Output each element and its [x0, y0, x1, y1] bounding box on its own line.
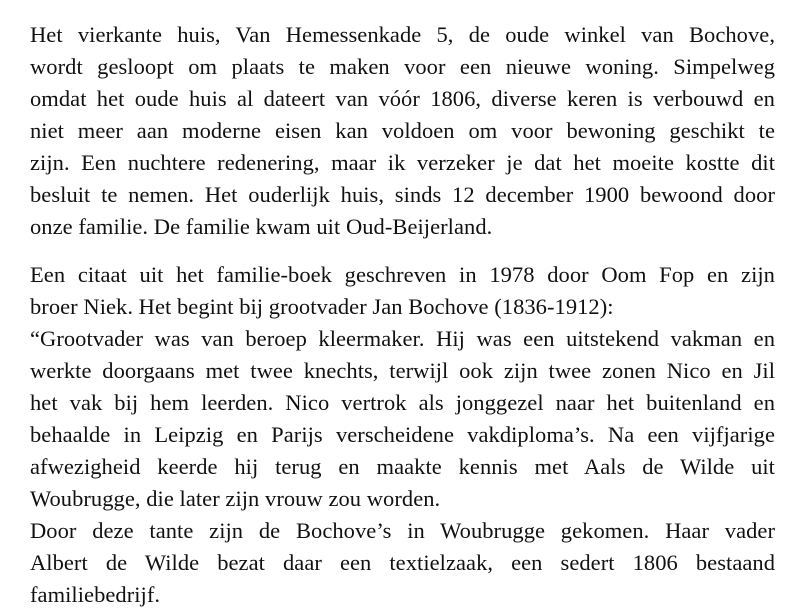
paragraph-2-line-3: “Grootvader was van beroep kleermaker. Hij was een uitstekend vakman en	[30, 326, 775, 351]
paragraph-1-line-5: zijn. Een nuchtere redenering, maar ik verzeker je dat het moeite kostte dit	[30, 150, 775, 175]
paragraph-1-line-3: omdat het oude huis al dateert van vóór 1806, diverse keren is verbouwd en	[30, 86, 775, 111]
paragraph-2-line-5: het vak bij hem leerden. Nico vertrok als jonggezel naar het buitenland en	[30, 390, 775, 415]
paragraph-1-line-2: wordt gesloopt om plaats te maken voor een nieuwe woning. Simpelweg	[30, 54, 775, 79]
paragraph-2-line-11: familiebedrijf.	[30, 582, 161, 607]
paragraph-2-line-4: werkte doorgaans met twee knechts, terwijl ook zijn twee zonen Nico en Jil	[30, 358, 775, 383]
paragraph-2-line-1: Een citaat uit het familie-boek geschreven in 1978 door Oom Fop en zijn	[30, 262, 775, 287]
paragraph-1-line-6: besluit te nemen. Het ouderlijk huis, sinds 12 december 1900 bewoond door	[30, 182, 775, 207]
paragraph-2-line-10: Albert de Wilde bezat daar een textielzaak, een sedert 1806 bestaand	[30, 550, 775, 575]
paragraph-2-line-7: afwezigheid keerde hij terug en maakte kennis met Aals de Wilde uit	[30, 454, 775, 479]
paragraph-2-line-8: Woubrugge, die later zijn vrouw zou worden.	[30, 486, 441, 511]
paragraph-2-line-9: Door deze tante zijn de Bochove’s in Woubrugge gekomen. Haar vader	[30, 518, 775, 543]
paragraph-1-line-4: niet meer aan moderne eisen kan voldoen om voor bewoning geschikt te	[30, 118, 775, 143]
paragraph-2-line-6: behaalde in Leipzig en Parijs verscheidene vakdiploma’s. Na een vijfjarige	[30, 422, 775, 447]
paragraph-1-line-7: onze familie. De familie kwam uit Oud-Beijerland.	[30, 214, 493, 239]
paragraph-1-line-1: Het vierkante huis, Van Hemessenkade 5, de oude winkel van Bochove,	[30, 22, 775, 47]
paragraph-2-line-2: broer Niek. Het begint bij grootvader Jan Bochove (1836-1912):	[30, 294, 614, 319]
